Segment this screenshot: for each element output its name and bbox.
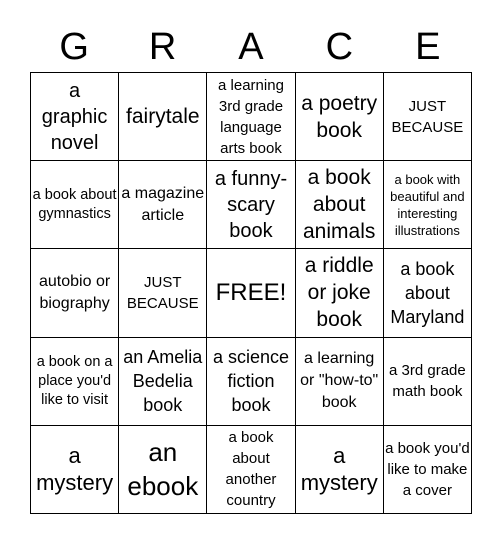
bingo-board bbox=[30, 72, 472, 514]
cell-text: a magazine article bbox=[121, 184, 205, 224]
cell-text: JUST BECAUSE bbox=[126, 273, 199, 312]
bingo-cell[interactable] bbox=[119, 161, 207, 249]
bingo-cell[interactable] bbox=[296, 73, 384, 161]
cell-text: a mystery bbox=[300, 443, 378, 496]
cell-text: a book about Maryland bbox=[390, 258, 465, 327]
cell-text: a book with beautiful and interesting illustrations bbox=[390, 171, 465, 238]
cell-text: a book about animals bbox=[303, 166, 376, 244]
free-space-text: FREE! bbox=[215, 279, 287, 307]
bingo-cell free-space[interactable] bbox=[207, 249, 295, 337]
bingo-cell[interactable] bbox=[207, 338, 295, 426]
bingo-cell[interactable] bbox=[31, 426, 119, 514]
cell-text: a book about another country bbox=[225, 429, 277, 510]
bingo-cell[interactable] bbox=[296, 249, 384, 337]
header-letter-a: A bbox=[238, 26, 264, 68]
bingo-cell[interactable] bbox=[207, 161, 295, 249]
header-letter-g: G bbox=[59, 26, 89, 68]
cell-text: JUST BECAUSE bbox=[391, 97, 464, 136]
header-letter-r: R bbox=[148, 26, 177, 68]
cell-text: a 3rd grade math book bbox=[389, 362, 466, 401]
cell-text: a mystery bbox=[36, 443, 114, 496]
cell-text: autobio or biography bbox=[39, 272, 111, 312]
bingo-cell[interactable] bbox=[384, 73, 472, 161]
cell-text: a book you'd like to make a cover bbox=[385, 439, 470, 499]
bingo-header bbox=[30, 22, 472, 72]
bingo-cell[interactable] bbox=[119, 73, 207, 161]
bingo-cell[interactable] bbox=[296, 161, 384, 249]
bingo-cell[interactable] bbox=[31, 249, 119, 337]
cell-text: a poetry book bbox=[301, 91, 378, 142]
bingo-cell[interactable] bbox=[119, 249, 207, 337]
cell-text: an ebook bbox=[127, 437, 199, 502]
bingo-cell[interactable] bbox=[119, 338, 207, 426]
cell-text: a funny-scary book bbox=[214, 167, 288, 242]
bingo-cell[interactable] bbox=[31, 161, 119, 249]
bingo-cell[interactable] bbox=[119, 426, 207, 514]
bingo-cell[interactable] bbox=[31, 338, 119, 426]
cell-text: a learning 3rd grade language arts book bbox=[218, 76, 284, 157]
cell-text: a learning or "how-to" book bbox=[300, 350, 379, 412]
cell-text: an Amelia Bedelia book bbox=[123, 347, 203, 416]
bingo-cell[interactable] bbox=[296, 338, 384, 426]
bingo-cell[interactable] bbox=[384, 249, 472, 337]
bingo-cell[interactable] bbox=[296, 426, 384, 514]
cell-text: a riddle or joke book bbox=[304, 254, 374, 332]
header-letter-c: C bbox=[325, 26, 354, 68]
cell-text: a graphic novel bbox=[41, 79, 108, 154]
cell-text: a book on a place you'd like to visit bbox=[36, 353, 113, 408]
cell-text: a book about gymnastics bbox=[32, 186, 117, 222]
bingo-cell[interactable] bbox=[384, 161, 472, 249]
bingo-cell[interactable] bbox=[207, 426, 295, 514]
bingo-cell[interactable] bbox=[31, 73, 119, 161]
bingo-cell[interactable] bbox=[207, 73, 295, 161]
bingo-cell[interactable] bbox=[384, 338, 472, 426]
header-letter-e: E bbox=[415, 26, 441, 68]
cell-text: fairytale bbox=[126, 105, 200, 129]
cell-text: a science fiction book bbox=[212, 347, 290, 416]
bingo-cell[interactable] bbox=[384, 426, 472, 514]
